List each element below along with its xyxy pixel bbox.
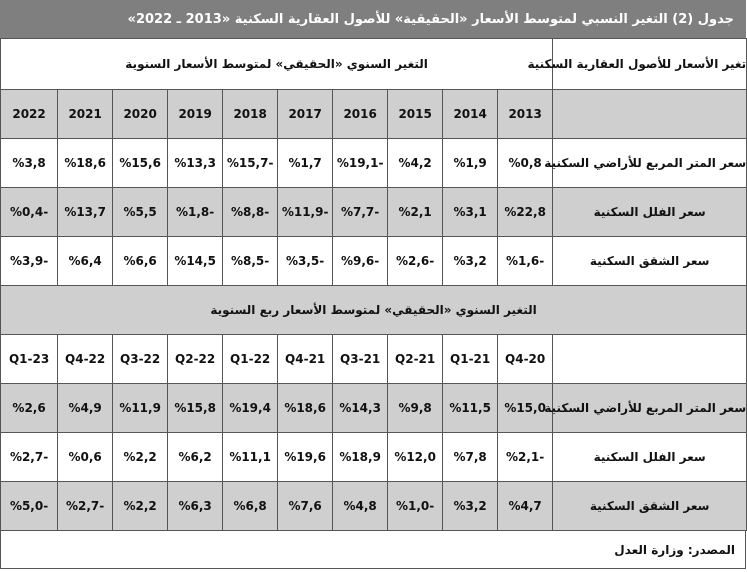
table-cell: %22,8 — [498, 188, 553, 237]
table-cell: %14,5 — [168, 237, 223, 286]
column-header: 21-Q4 — [278, 335, 333, 384]
table-cell: -%8,5 — [223, 237, 278, 286]
table-cell: -%19,1 — [333, 139, 388, 188]
table-cell: %6,4 — [58, 237, 113, 286]
column-header: Q4-22 — [58, 335, 113, 384]
blank-cell — [553, 335, 747, 384]
table-row — [1, 139, 747, 188]
annual-columns-row — [1, 90, 747, 139]
table-cell: %1,7 — [278, 139, 333, 188]
table-cell: %2,2 — [113, 482, 168, 531]
table-cell: %4,8 — [333, 482, 388, 531]
table-cell: %4,7 — [498, 482, 553, 531]
column-header: 22-Q1 — [223, 335, 278, 384]
table-cell: %14,3 — [333, 384, 388, 433]
table-cell: -%11,9 — [278, 188, 333, 237]
column-header: 2014 — [443, 90, 498, 139]
table-row — [1, 237, 747, 286]
row-header-label: تغير الأسعار للأصول العقارية السكنية — [553, 39, 747, 90]
table-cell: %7,6 — [278, 482, 333, 531]
annual-section-label: التغير السنوي «الحقيقي» لمتوسط الأسعار السنوية — [1, 39, 553, 90]
table-cell: %3,2 — [443, 482, 498, 531]
table-cell: %6,8 — [223, 482, 278, 531]
table-cell: -%3,5 — [278, 237, 333, 286]
row-label: سعر الفلل السكنية — [553, 433, 747, 482]
table-cell: %15,8 — [168, 384, 223, 433]
table-cell: %11,5 — [443, 384, 498, 433]
table-row — [1, 433, 747, 482]
table-cell: %2,1 — [388, 188, 443, 237]
column-header: 2013 — [498, 90, 553, 139]
price-change-table — [0, 38, 747, 531]
quarterly-section-label: التغير السنوي «الحقيقي» لمتوسط الأسعار ربع السنوية — [1, 286, 747, 335]
table-cell: %9,8 — [388, 384, 443, 433]
table-cell: -%2,1 — [498, 433, 553, 482]
column-header: 2016 — [333, 90, 388, 139]
table-cell: %18,9 — [333, 433, 388, 482]
table-title: جدول (2) التغير النسبي لمتوسط الأسعار «الحقيقية» للأصول العقارية السكنية «2013 ـ 2022» — [0, 0, 746, 38]
table-cell: -%0,4 — [1, 188, 58, 237]
row-label: سعر المتر المربع للأراضي السكنية — [553, 139, 747, 188]
table-cell: %19,4 — [223, 384, 278, 433]
table-cell: %6,6 — [113, 237, 168, 286]
blank-cell — [553, 90, 747, 139]
table-cell: %2,2 — [113, 433, 168, 482]
column-header: Q2-22 — [168, 335, 223, 384]
table-cell: %0,6 — [58, 433, 113, 482]
table-row — [1, 188, 747, 237]
table-cell: -%2,6 — [388, 237, 443, 286]
table-row — [1, 384, 747, 433]
table-cell: -%2,7 — [1, 433, 58, 482]
column-header: 2021 — [58, 90, 113, 139]
column-header: 2022 — [1, 90, 58, 139]
table-cell: %6,2 — [168, 433, 223, 482]
table-row — [1, 482, 747, 531]
table-cell: %5,5 — [113, 188, 168, 237]
table-cell: -%2,7 — [58, 482, 113, 531]
table-cell: -%1,6 — [498, 237, 553, 286]
table-cell: -%3,9 — [1, 237, 58, 286]
quarterly-section-row — [1, 286, 747, 335]
table-cell: %15,0 — [498, 384, 553, 433]
table-cell: %1,9 — [443, 139, 498, 188]
source-note: المصدر: وزارة العدل — [0, 531, 746, 569]
table-cell: %18,6 — [58, 139, 113, 188]
table-cell: %13,7 — [58, 188, 113, 237]
table-cell: %0,8 — [498, 139, 553, 188]
table-cell: -%5,0 — [1, 482, 58, 531]
row-label: سعر الفلل السكنية — [553, 188, 747, 237]
table-cell: -%15,7 — [223, 139, 278, 188]
column-header: 2020 — [113, 90, 168, 139]
table-cell: %6,3 — [168, 482, 223, 531]
table-cell: %3,8 — [1, 139, 58, 188]
table-cell: %18,6 — [278, 384, 333, 433]
table-cell: %3,1 — [443, 188, 498, 237]
column-header: 21-Q3 — [333, 335, 388, 384]
row-label: سعر المتر المربع للأراضي السكنية — [553, 384, 747, 433]
table-cell: %11,1 — [223, 433, 278, 482]
quarterly-columns-row — [1, 335, 747, 384]
table-cell: %4,2 — [388, 139, 443, 188]
annual-section-row — [1, 39, 747, 90]
row-label: سعر الشقق السكنية — [553, 237, 747, 286]
table-cell: -%8,8 — [223, 188, 278, 237]
column-header: 2019 — [168, 90, 223, 139]
table-cell: -%1,0 — [388, 482, 443, 531]
column-header: 2017 — [278, 90, 333, 139]
table-cell: %15,6 — [113, 139, 168, 188]
column-header: Q3-22 — [113, 335, 168, 384]
table-cell: %12,0 — [388, 433, 443, 482]
table-cell: %3,2 — [443, 237, 498, 286]
table-cell: %2,6 — [1, 384, 58, 433]
table-cell: %13,3 — [168, 139, 223, 188]
column-header: Q4-20 — [498, 335, 553, 384]
column-header: 2015 — [388, 90, 443, 139]
column-header: Q1-23 — [1, 335, 58, 384]
row-label: سعر الشقق السكنية — [553, 482, 747, 531]
table-cell: -%9,6 — [333, 237, 388, 286]
table-cell: %19,6 — [278, 433, 333, 482]
column-header: 2018 — [223, 90, 278, 139]
table-cell: -%7,7 — [333, 188, 388, 237]
table-cell: %7,8 — [443, 433, 498, 482]
column-header: Q2-21 — [388, 335, 443, 384]
table-cell: -%1,8 — [168, 188, 223, 237]
table-cell: %4,9 — [58, 384, 113, 433]
column-header: Q1-21 — [443, 335, 498, 384]
table-cell: %11,9 — [113, 384, 168, 433]
